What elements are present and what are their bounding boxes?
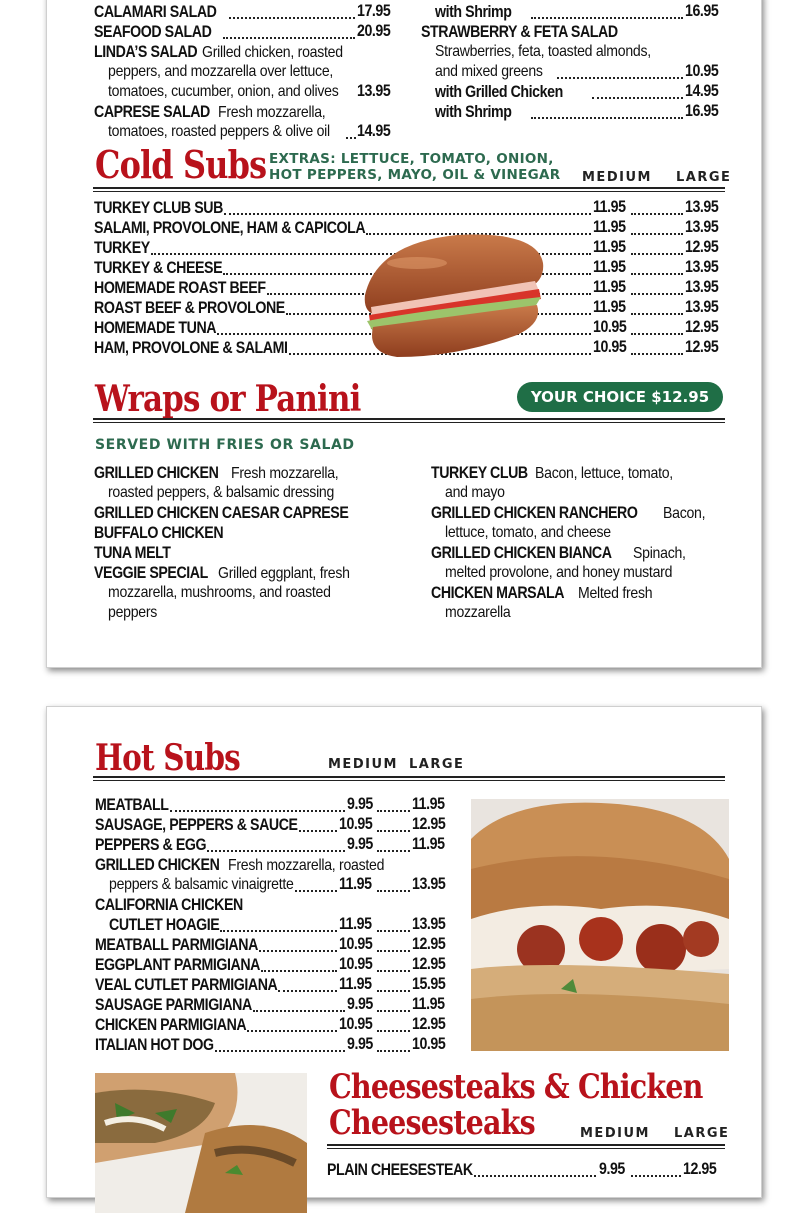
menu-page-top [46, 0, 762, 668]
menu-item-hot-sub [95, 835, 224, 856]
menu-item-hot-sub [95, 955, 287, 976]
leader-dots [299, 830, 337, 832]
price-large: 12.95 [412, 1015, 446, 1033]
leader-dots [631, 353, 683, 355]
menu-item-wrap [431, 543, 693, 564]
leader-dots [377, 830, 410, 832]
item-name: VEGGIE SPECIAL [94, 564, 208, 582]
menu-item-cold-sub [94, 238, 159, 259]
column-header-medium: MEDIUM [580, 1126, 650, 1141]
item-description: mozzarella, mushrooms, and roasted [108, 584, 331, 601]
price-large: 13.95 [412, 915, 446, 933]
leader-dots [631, 293, 683, 295]
item-description: roasted peppers, & balsamic dressing [108, 484, 335, 501]
item-name: GRILLED CHICKEN [94, 464, 219, 482]
leader-dots [631, 1175, 681, 1177]
item-name: CALAMARI SALAD [94, 3, 217, 21]
leader-dots [224, 213, 591, 215]
meatball-sub-image [471, 799, 729, 1051]
item-price: 10.95 [685, 62, 719, 80]
leader-dots [207, 850, 345, 852]
section-divider [93, 187, 725, 192]
item-description: peppers & balsamic vinaigrette [109, 876, 294, 893]
leader-dots [247, 1030, 337, 1032]
price-large: 12.95 [685, 318, 719, 336]
item-description: Fresh mozzarella, [218, 104, 326, 121]
item-name: TUNA MELT [94, 544, 171, 562]
item-name: CAPRESE SALAD [94, 103, 210, 121]
leader-dots [170, 810, 345, 812]
leader-dots [346, 137, 356, 139]
item-name: GRILLED CHICKEN BIANCA [431, 544, 612, 562]
price-medium: 10.95 [593, 318, 627, 336]
menu-item-wrap [94, 563, 368, 584]
item-description-line [108, 82, 370, 102]
item-description: lettuce, tomato, and cheese [445, 524, 611, 541]
price-large: 13.95 [685, 298, 719, 316]
item-name: MEATBALL PARMIGIANA [95, 936, 258, 954]
item-name: CALIFORNIA CHICKEN [95, 896, 243, 914]
item-description-line [445, 603, 519, 623]
price-large: 12.95 [685, 338, 719, 356]
leader-dots [474, 1175, 596, 1177]
item-name: CHICKEN MARSALA [431, 584, 565, 602]
item-name: VEAL CUTLET PARMIGIANA [95, 976, 278, 994]
menu-item-hot-sub [95, 1035, 233, 1056]
column-header-large: LARGE [674, 1126, 730, 1141]
menu-item-seafood-salad [94, 22, 231, 43]
item-name: PEPPERS & EGG [95, 836, 207, 854]
item-name: STRAWBERRY & FETA SALAD [421, 23, 618, 41]
item-name: with Shrimp [435, 3, 512, 21]
leader-dots [377, 970, 410, 972]
menu-item-wrap [431, 503, 711, 524]
item-description-line [445, 523, 633, 543]
item-description-line [435, 62, 557, 82]
leader-dots [631, 233, 683, 235]
leader-dots [377, 810, 410, 812]
item-description: melted provolone, and honey mustard [445, 564, 673, 581]
leader-dots [377, 890, 410, 892]
price-large: 12.95 [683, 1160, 717, 1178]
cold-subs-extras [269, 151, 560, 183]
menu-item-wrap [431, 583, 662, 604]
leader-dots [377, 1030, 410, 1032]
item-name: CUTLET HOAGIE [109, 916, 220, 934]
price-medium: 10.95 [339, 815, 373, 833]
price-medium: 11.95 [339, 875, 372, 893]
price-medium: 9.95 [347, 835, 373, 853]
menu-item-hot-sub [95, 855, 405, 876]
price-medium: 10.95 [339, 935, 373, 953]
menu-item-lindas-salad [94, 42, 362, 63]
section-divider [93, 776, 725, 781]
item-price: 20.95 [357, 22, 391, 40]
item-name: EGGPLANT PARMIGIANA [95, 956, 261, 974]
price-medium: 11.95 [593, 298, 626, 316]
section-title-wraps: Wraps or Panini [95, 378, 361, 420]
item-name: SAUSAGE PARMIGIANA [95, 996, 252, 1014]
your-choice-price-badge: YOUR CHOICE $12.95 [517, 382, 723, 412]
column-header-large: LARGE [676, 170, 732, 185]
item-description: peppers, and mozzarella over lettuce, [108, 63, 334, 80]
item-description-line [109, 915, 237, 936]
leader-dots [295, 890, 337, 892]
price-large: 11.95 [412, 795, 445, 813]
menu-item-with-grilled-chicken [435, 82, 584, 103]
item-description-line [435, 42, 680, 62]
leader-dots [631, 213, 683, 215]
item-description: Grilled eggplant, fresh [218, 565, 351, 582]
price-medium: 11.95 [593, 278, 626, 296]
price-medium: 10.95 [339, 955, 373, 973]
item-description: peppers [108, 604, 158, 621]
item-description: and mixed greens [435, 63, 543, 80]
item-description-line [108, 603, 164, 623]
item-description: Grilled chicken, roasted [202, 44, 344, 61]
price-medium: 11.95 [593, 238, 626, 256]
column-header-medium: MEDIUM [328, 757, 398, 772]
extras-line: HOT PEPPERS, MAYO, OIL & VINEGAR [269, 167, 561, 183]
leader-dots [220, 930, 337, 932]
leader-dots [377, 950, 410, 952]
item-description-line [445, 563, 703, 583]
section-title-cheesesteaks: Cheesesteaks & Chicken [329, 1067, 703, 1107]
item-description: Bacon, lettuce, tomato, [535, 465, 674, 482]
menu-item-with-shrimp-2 [435, 102, 524, 123]
item-price: 14.95 [685, 82, 719, 100]
item-description: tomatoes, roasted peppers & olive oil [108, 123, 330, 140]
item-name: SAUSAGE, PEPPERS & SAUCE [95, 816, 298, 834]
item-price: 17.95 [357, 2, 391, 20]
price-large: 12.95 [412, 955, 446, 973]
item-name: HOMEMADE ROAST BEEF [94, 279, 266, 297]
leader-dots [631, 253, 683, 255]
extras-line: EXTRAS: LETTUCE, TOMATO, ONION, [269, 151, 554, 167]
item-description: Melted fresh [577, 585, 653, 602]
menu-item-hot-sub [95, 1015, 271, 1036]
leader-dots [531, 117, 683, 119]
price-large: 12.95 [412, 935, 446, 953]
leader-dots [253, 1010, 345, 1012]
price-medium: 11.95 [339, 915, 372, 933]
item-description: Fresh mozzarella, roasted [227, 857, 384, 874]
item-name: TURKEY CLUB [431, 464, 528, 482]
menu-item-wrap [431, 463, 692, 484]
item-name: HAM, PROVOLONE & SALAMI [94, 339, 288, 357]
item-price: 14.95 [357, 122, 391, 140]
item-description: mozzarella [445, 604, 511, 621]
menu-item-hot-sub [95, 795, 181, 816]
item-name: ROAST BEEF & PROVOLONE [94, 299, 285, 317]
price-large: 13.95 [685, 278, 719, 296]
leader-dots [229, 17, 355, 19]
leader-dots [259, 950, 337, 952]
item-name: TURKEY & CHEESE [94, 259, 223, 277]
menu-item-caprese-salad [94, 102, 340, 123]
menu-item-cold-sub [94, 258, 243, 279]
item-description: Strawberries, feta, toasted almonds, [435, 43, 651, 60]
menu-item-wrap [94, 463, 353, 484]
leader-dots [377, 850, 410, 852]
item-name: SEAFOOD SALAD [94, 23, 212, 41]
leader-dots [223, 37, 355, 39]
item-name: SALAMI, PROVOLONE, HAM & CAPICOLA [94, 219, 366, 237]
menu-item-hot-sub [95, 975, 307, 996]
menu-item-wrap [94, 543, 183, 564]
price-large: 15.95 [412, 975, 446, 993]
leader-dots [631, 333, 683, 335]
item-name: PLAIN CHEESESTEAK [327, 1161, 473, 1179]
leader-dots [377, 930, 410, 932]
leader-dots [631, 313, 683, 315]
price-large: 13.95 [412, 875, 446, 893]
column-header-medium: MEDIUM [582, 170, 652, 185]
item-description: Bacon, [663, 505, 706, 522]
leader-dots [215, 1050, 345, 1052]
price-large: 12.95 [412, 815, 446, 833]
item-name: with Shrimp [435, 103, 512, 121]
item-price: 16.95 [685, 102, 719, 120]
price-medium: 10.95 [593, 338, 627, 356]
item-name: GRILLED CHICKEN CAESAR CAPRESE [94, 504, 349, 522]
item-description-line [108, 483, 365, 503]
cold-sub-sandwich-image [357, 223, 547, 365]
section-divider [327, 1144, 725, 1149]
cheesesteak-image [95, 1073, 307, 1213]
leader-dots [592, 97, 683, 99]
price-medium: 9.95 [347, 1035, 373, 1053]
price-large: 13.95 [685, 258, 719, 276]
item-price: 16.95 [685, 2, 719, 20]
price-medium: 9.95 [599, 1160, 625, 1178]
price-medium: 11.95 [339, 975, 372, 993]
item-description: Fresh mozzarella, [230, 465, 339, 482]
item-description-line [108, 583, 361, 603]
price-medium: 11.95 [593, 198, 626, 216]
menu-item-hot-sub [95, 995, 277, 1016]
menu-item-calamari-salad [94, 2, 236, 23]
item-name: MEATBALL [95, 796, 169, 814]
leader-dots [377, 1010, 410, 1012]
price-medium: 9.95 [347, 995, 373, 1013]
price-large: 10.95 [412, 1035, 446, 1053]
menu-item-cold-sub [94, 298, 316, 319]
served-with-note: SERVED WITH FRIES OR SALAD [95, 437, 355, 453]
item-name: TURKEY CLUB SUB [94, 199, 223, 217]
menu-item-hot-sub [95, 935, 284, 956]
menu-item-cold-sub [94, 278, 294, 299]
price-medium: 9.95 [347, 795, 373, 813]
item-description-line [108, 62, 364, 82]
item-name: ITALIAN HOT DOG [95, 1036, 214, 1054]
menu-item-cold-sub [94, 338, 319, 359]
menu-item-hot-sub [95, 895, 267, 916]
price-large: 12.95 [685, 238, 719, 256]
item-name: with Grilled Chicken [435, 83, 563, 101]
leader-dots [278, 990, 337, 992]
leader-dots [631, 273, 683, 275]
price-large: 13.95 [685, 198, 719, 216]
price-large: 11.95 [412, 995, 445, 1013]
section-title-hot-subs: Hot Subs [95, 737, 240, 779]
item-description-line [445, 483, 513, 503]
menu-item-cheesesteak [327, 1160, 496, 1181]
price-medium: 10.95 [339, 1015, 373, 1033]
item-name: CHICKEN PARMIGIANA [95, 1016, 247, 1034]
section-title-cold-subs: Cold Subs [95, 142, 267, 187]
menu-item-with-shrimp [435, 2, 524, 23]
menu-item-wrap [94, 503, 390, 524]
price-large: 11.95 [412, 835, 445, 853]
leader-dots [377, 1050, 410, 1052]
price-medium: 11.95 [593, 258, 626, 276]
menu-page-bottom [46, 706, 762, 1198]
menu-item-wrap [94, 523, 244, 544]
leader-dots [531, 17, 683, 19]
item-description: tomatoes, cucumber, onion, and olives [108, 83, 339, 100]
item-name: TURKEY [94, 239, 150, 257]
item-name: GRILLED CHICKEN RANCHERO [431, 504, 638, 522]
menu-item-cold-sub [94, 198, 244, 219]
section-divider [93, 418, 725, 423]
item-description: Spinach, [632, 545, 686, 562]
item-name: BUFFALO CHICKEN [94, 524, 224, 542]
item-name: GRILLED CHICKEN [95, 856, 220, 874]
leader-dots [557, 77, 683, 79]
column-header-large: LARGE [409, 757, 465, 772]
leader-dots [261, 970, 337, 972]
leader-dots [377, 990, 410, 992]
item-name: LINDA’S SALAD [94, 43, 198, 61]
menu-item-cold-sub [94, 318, 236, 339]
item-name: HOMEMADE TUNA [94, 319, 217, 337]
section-title-cheesesteaks-line2: Cheesesteaks [329, 1103, 535, 1143]
item-description-line [108, 122, 360, 142]
menu-item-hot-sub [95, 815, 331, 836]
item-description: and mayo [445, 484, 505, 501]
item-price: 13.95 [357, 82, 391, 100]
price-large: 13.95 [685, 218, 719, 236]
price-medium: 11.95 [593, 218, 626, 236]
menu-item-strawberry-feta-salad [421, 22, 650, 43]
item-description-line [109, 875, 319, 895]
